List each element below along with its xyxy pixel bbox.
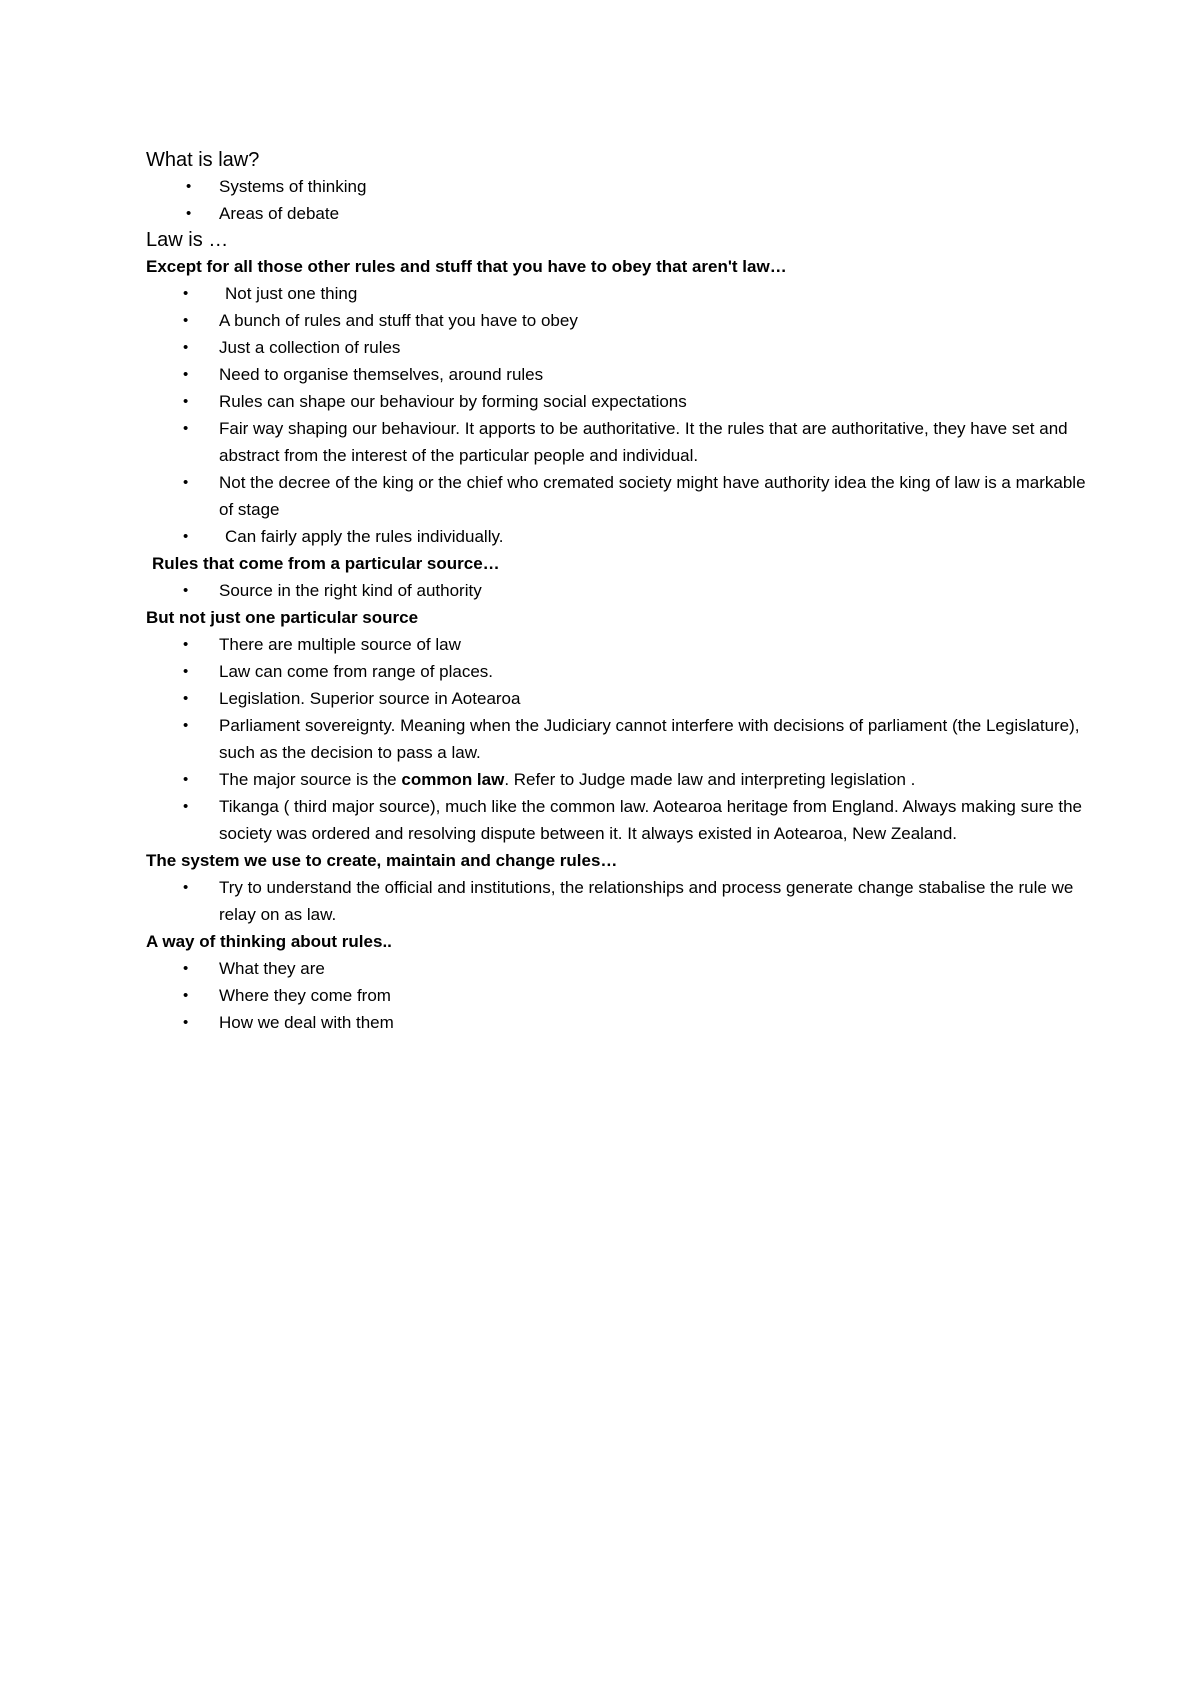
list-item: • Where they come from xyxy=(146,982,1086,1009)
bullet-icon: • xyxy=(183,879,189,896)
list-item: • Areas of debate xyxy=(146,200,1086,227)
list-sources xyxy=(146,631,1086,847)
bullet-icon: • xyxy=(183,582,189,599)
bullet-icon: • xyxy=(183,312,189,329)
list-item: • Systems of thinking xyxy=(146,173,1086,200)
list-item-tikanga: • Tikanga ( third major source), much like the common law. Aotearoa heritage from England. Always making sure the society was ordered and resolving dispute between it. It always existed in Aotearoa, New Zealand. xyxy=(146,793,1086,847)
list-item-common-law: • The major source is the common law. Refer to Judge made law and interpreting legislation . xyxy=(146,766,1086,793)
list-item: • Parliament sovereignty. Meaning when the Judiciary cannot interfere with decisions of parliament (the Legislature), such as the decision to pass a law. xyxy=(146,712,1086,766)
bullet-icon: • xyxy=(183,366,189,383)
list-item: • Legislation. Superior source in Aotearoa xyxy=(146,685,1086,712)
list-what-is-law xyxy=(146,173,1086,227)
bullet-icon: • xyxy=(183,717,189,734)
list-item: • There are multiple source of law xyxy=(146,631,1086,658)
list-item: • Not the decree of the king or the chief who cremated society might have authority idea the king of law is a markable of stage xyxy=(146,469,1086,523)
list-item: • How we deal with them xyxy=(146,1009,1086,1036)
list-item: • What they are xyxy=(146,955,1086,982)
bullet-icon: • xyxy=(183,528,189,545)
bullet-icon: • xyxy=(183,339,189,356)
bullet-icon: • xyxy=(186,205,192,222)
list-particular-source xyxy=(146,577,1086,604)
bullet-icon: • xyxy=(183,636,189,653)
list-item: • Not just one thing xyxy=(146,280,1086,307)
subheading-except: Except for all those other rules and stuff that you have to obey that aren't law… xyxy=(146,257,787,276)
list-system xyxy=(146,874,1086,928)
list-item: • Fair way shaping our behaviour. It apports to be authoritative. It the rules that are authoritative, they have set and abstract from the interest of the particular people and individual. xyxy=(146,415,1086,469)
bullet-icon: • xyxy=(183,960,189,977)
list-item: • Rules can shape our behaviour by forming social expectations xyxy=(146,388,1086,415)
bullet-icon: • xyxy=(183,285,189,302)
list-law-is xyxy=(146,280,1086,550)
list-way-of-thinking xyxy=(146,955,1086,1036)
bullet-icon: • xyxy=(183,771,189,788)
heading-what-is-law: What is law? xyxy=(146,149,260,171)
list-item: • Need to organise themselves, around rules xyxy=(146,361,1086,388)
subheading-not-one-source: But not just one particular source xyxy=(146,608,419,627)
bullet-icon: • xyxy=(183,1014,189,1031)
list-item: • Law can come from range of places. xyxy=(146,658,1086,685)
document-content xyxy=(146,147,1086,1036)
bullet-icon: • xyxy=(183,420,189,437)
list-item: • Try to understand the official and institutions, the relationships and process generate change stabalise the rule we relay on as law. xyxy=(146,874,1086,928)
bullet-icon: • xyxy=(183,474,189,491)
list-item: • Source in the right kind of authority xyxy=(146,577,1086,604)
bullet-icon: • xyxy=(186,178,192,195)
list-item: • A bunch of rules and stuff that you have to obey xyxy=(146,307,1086,334)
subheading-system: The system we use to create, maintain and change rules… xyxy=(146,851,618,870)
heading-law-is: Law is … xyxy=(146,229,229,251)
bullet-icon: • xyxy=(183,690,189,707)
bullet-icon: • xyxy=(183,393,189,410)
bullet-icon: • xyxy=(183,798,189,815)
subheading-particular-source: Rules that come from a particular source… xyxy=(152,554,500,573)
bullet-icon: • xyxy=(183,663,189,680)
bullet-icon: • xyxy=(183,987,189,1004)
list-item: • Just a collection of rules xyxy=(146,334,1086,361)
subheading-way-of-thinking: A way of thinking about rules.. xyxy=(146,932,392,951)
list-item: • Can fairly apply the rules individually. xyxy=(146,523,1086,550)
